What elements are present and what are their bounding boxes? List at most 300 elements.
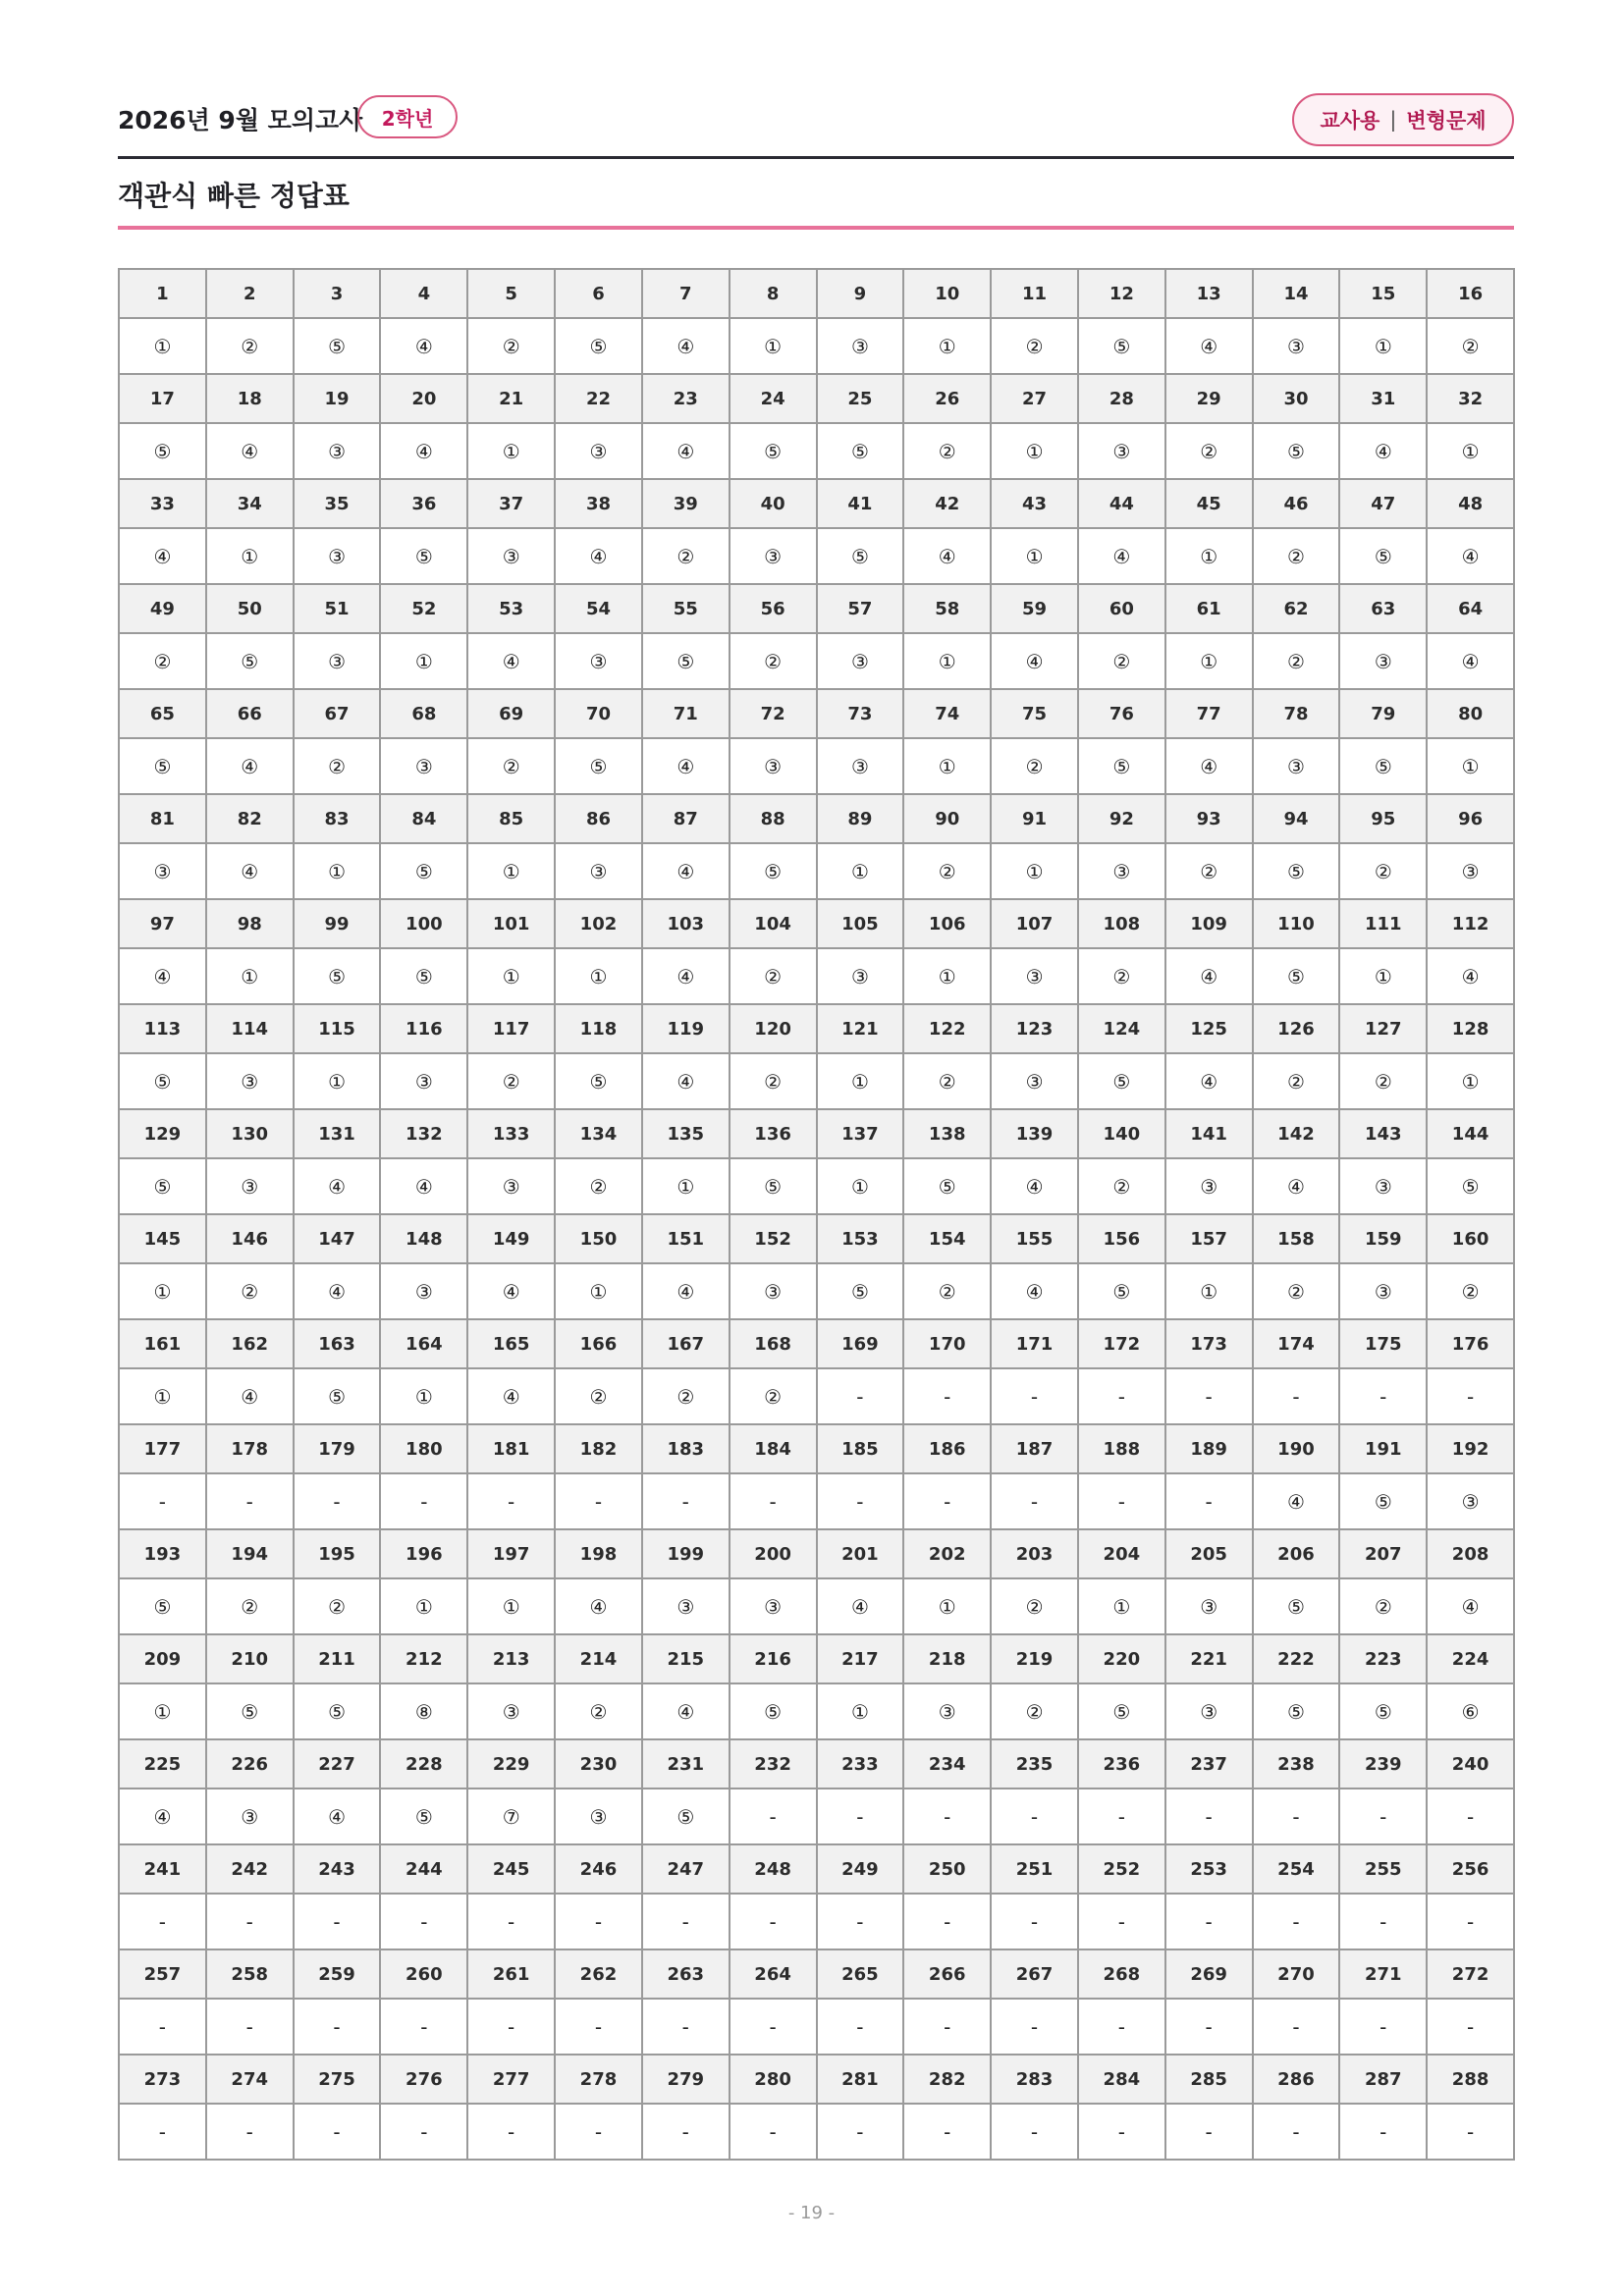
- answer-row: [119, 1683, 1514, 1739]
- question-number-cell: 64: [1427, 584, 1514, 633]
- answer-cell: ③: [555, 423, 642, 479]
- question-number-cell: 156: [1078, 1214, 1165, 1263]
- answer-cell: ⑤: [1339, 738, 1427, 794]
- answer-cell: ⑤: [817, 528, 904, 584]
- answer-cell: ④: [642, 423, 730, 479]
- answer-row: [119, 423, 1514, 479]
- question-number-cell: 183: [642, 1424, 730, 1473]
- answer-cell: -: [817, 1368, 904, 1424]
- question-number-cell: 136: [730, 1109, 817, 1158]
- question-number-row: [119, 1109, 1514, 1158]
- answer-cell: -: [1427, 1789, 1514, 1844]
- question-number-cell: 171: [991, 1319, 1078, 1368]
- question-number-cell: 213: [467, 1634, 555, 1683]
- question-number-cell: 207: [1339, 1529, 1427, 1578]
- answer-key-table: [118, 268, 1515, 2161]
- answer-cell: -: [555, 2104, 642, 2160]
- question-number-cell: 244: [380, 1844, 467, 1894]
- answer-cell: ④: [294, 1263, 381, 1319]
- question-number-cell: 175: [1339, 1319, 1427, 1368]
- question-number-cell: 261: [467, 1949, 555, 1999]
- question-number-cell: 185: [817, 1424, 904, 1473]
- question-number-cell: 273: [119, 2055, 206, 2104]
- answer-cell: -: [467, 2104, 555, 2160]
- answer-cell: ⑤: [642, 1789, 730, 1844]
- question-number-cell: 12: [1078, 269, 1165, 318]
- answer-cell: -: [206, 1999, 294, 2055]
- answer-row: [119, 1158, 1514, 1214]
- answer-key-body: [119, 269, 1514, 2160]
- question-number-cell: 1: [119, 269, 206, 318]
- question-number-cell: 187: [991, 1424, 1078, 1473]
- question-number-cell: 13: [1165, 269, 1253, 318]
- answer-cell: ⑤: [294, 318, 381, 374]
- answer-cell: ②: [1078, 1158, 1165, 1214]
- question-number-cell: 195: [294, 1529, 381, 1578]
- question-number-cell: 142: [1253, 1109, 1340, 1158]
- answer-cell: ④: [817, 1578, 904, 1634]
- question-number-cell: 211: [294, 1634, 381, 1683]
- answer-cell: ⑤: [730, 423, 817, 479]
- question-number-cell: 11: [991, 269, 1078, 318]
- question-number-cell: 48: [1427, 479, 1514, 528]
- answer-cell: ④: [642, 738, 730, 794]
- question-number-cell: 248: [730, 1844, 817, 1894]
- question-number-cell: 231: [642, 1739, 730, 1789]
- audience-label: 교사용: [1320, 109, 1380, 133]
- answer-cell: ⑤: [380, 1789, 467, 1844]
- question-number-cell: 235: [991, 1739, 1078, 1789]
- answer-cell: -: [903, 2104, 991, 2160]
- answer-cell: ⑤: [294, 948, 381, 1004]
- answer-cell: -: [642, 1999, 730, 2055]
- question-number-cell: 201: [817, 1529, 904, 1578]
- answer-cell: ①: [817, 1683, 904, 1739]
- answer-cell: ②: [903, 1263, 991, 1319]
- question-number-cell: 147: [294, 1214, 381, 1263]
- question-number-cell: 279: [642, 2055, 730, 2104]
- question-number-row: [119, 1004, 1514, 1053]
- question-number-cell: 229: [467, 1739, 555, 1789]
- question-number-cell: 65: [119, 689, 206, 738]
- question-number-cell: 169: [817, 1319, 904, 1368]
- answer-cell: ④: [119, 1789, 206, 1844]
- question-number-cell: 46: [1253, 479, 1340, 528]
- answer-row: [119, 1368, 1514, 1424]
- answer-row: [119, 738, 1514, 794]
- question-number-row: [119, 479, 1514, 528]
- answer-cell: ①: [380, 1578, 467, 1634]
- question-number-cell: 152: [730, 1214, 817, 1263]
- answer-cell: -: [467, 1894, 555, 1949]
- question-number-cell: 282: [903, 2055, 991, 2104]
- answer-cell: ②: [119, 633, 206, 689]
- question-number-cell: 268: [1078, 1949, 1165, 1999]
- answer-cell: ①: [206, 948, 294, 1004]
- question-number-cell: 166: [555, 1319, 642, 1368]
- question-number-cell: 105: [817, 899, 904, 948]
- answer-cell: -: [1078, 1999, 1165, 2055]
- question-number-cell: 196: [380, 1529, 467, 1578]
- question-number-cell: 288: [1427, 2055, 1514, 2104]
- answer-cell: -: [991, 1473, 1078, 1529]
- question-number-cell: 230: [555, 1739, 642, 1789]
- answer-cell: ①: [817, 843, 904, 899]
- question-number-cell: 217: [817, 1634, 904, 1683]
- question-number-cell: 91: [991, 794, 1078, 843]
- question-number-cell: 112: [1427, 899, 1514, 948]
- answer-cell: -: [206, 1473, 294, 1529]
- answer-cell: -: [1165, 1368, 1253, 1424]
- question-number-cell: 71: [642, 689, 730, 738]
- answer-cell: ①: [294, 843, 381, 899]
- answer-cell: ③: [1339, 633, 1427, 689]
- question-number-cell: 134: [555, 1109, 642, 1158]
- question-number-cell: 198: [555, 1529, 642, 1578]
- answer-cell: ①: [119, 1683, 206, 1739]
- answer-cell: ⑤: [1253, 843, 1340, 899]
- answer-cell: ④: [642, 843, 730, 899]
- question-number-cell: 167: [642, 1319, 730, 1368]
- answer-cell: ③: [730, 738, 817, 794]
- question-number-cell: 228: [380, 1739, 467, 1789]
- answer-cell: ④: [467, 1263, 555, 1319]
- question-number-cell: 44: [1078, 479, 1165, 528]
- question-number-cell: 25: [817, 374, 904, 423]
- question-number-cell: 286: [1253, 2055, 1340, 2104]
- answer-cell: -: [1078, 1789, 1165, 1844]
- question-number-cell: 34: [206, 479, 294, 528]
- answer-cell: ⑤: [903, 1158, 991, 1214]
- question-number-cell: 159: [1339, 1214, 1427, 1263]
- answer-cell: ④: [642, 948, 730, 1004]
- answer-cell: -: [555, 1999, 642, 2055]
- question-number-cell: 26: [903, 374, 991, 423]
- answer-cell: ②: [1339, 1578, 1427, 1634]
- answer-cell: -: [380, 2104, 467, 2160]
- answer-cell: ④: [1427, 528, 1514, 584]
- answer-cell: -: [555, 1473, 642, 1529]
- answer-cell: ①: [903, 738, 991, 794]
- answer-cell: -: [1253, 2104, 1340, 2160]
- question-number-cell: 155: [991, 1214, 1078, 1263]
- answer-cell: ②: [991, 318, 1078, 374]
- answer-cell: ①: [991, 843, 1078, 899]
- answer-cell: ③: [817, 633, 904, 689]
- question-number-cell: 29: [1165, 374, 1253, 423]
- answer-cell: ①: [206, 528, 294, 584]
- question-number-cell: 176: [1427, 1319, 1514, 1368]
- question-number-cell: 252: [1078, 1844, 1165, 1894]
- question-number-cell: 20: [380, 374, 467, 423]
- question-number-row: [119, 1739, 1514, 1789]
- question-number-cell: 179: [294, 1424, 381, 1473]
- page-number: - 19 -: [787, 2203, 836, 2223]
- answer-cell: ⑤: [119, 423, 206, 479]
- answer-cell: -: [730, 1894, 817, 1949]
- answer-cell: -: [1253, 1368, 1340, 1424]
- answer-cell: ①: [1078, 1578, 1165, 1634]
- answer-cell: ③: [1253, 738, 1340, 794]
- answer-cell: ⑤: [555, 318, 642, 374]
- answer-cell: ⑤: [1078, 1683, 1165, 1739]
- answer-cell: ②: [991, 1683, 1078, 1739]
- answer-cell: ④: [206, 843, 294, 899]
- answer-cell: ②: [730, 633, 817, 689]
- question-number-cell: 165: [467, 1319, 555, 1368]
- answer-cell: ⑤: [1427, 1158, 1514, 1214]
- answer-cell: ⑤: [380, 528, 467, 584]
- question-number-cell: 216: [730, 1634, 817, 1683]
- question-number-cell: 285: [1165, 2055, 1253, 2104]
- question-number-cell: 97: [119, 899, 206, 948]
- answer-cell: -: [903, 1999, 991, 2055]
- answer-cell: ②: [294, 738, 381, 794]
- answer-cell: ①: [467, 423, 555, 479]
- question-number-cell: 17: [119, 374, 206, 423]
- answer-cell: ③: [380, 738, 467, 794]
- answer-cell: ⑤: [380, 843, 467, 899]
- question-number-cell: 40: [730, 479, 817, 528]
- question-number-cell: 4: [380, 269, 467, 318]
- answer-cell: -: [1078, 1368, 1165, 1424]
- document-type-badge: [1292, 93, 1514, 146]
- question-number-row: [119, 269, 1514, 318]
- answer-cell: ②: [991, 738, 1078, 794]
- answer-cell: ④: [1427, 633, 1514, 689]
- question-number-cell: 281: [817, 2055, 904, 2104]
- answer-cell: -: [1339, 1999, 1427, 2055]
- answer-cell: ②: [730, 948, 817, 1004]
- answer-cell: ②: [555, 1683, 642, 1739]
- answer-cell: ②: [1253, 528, 1340, 584]
- grade-badge: 2학년: [357, 95, 458, 138]
- question-number-cell: 85: [467, 794, 555, 843]
- question-number-cell: 180: [380, 1424, 467, 1473]
- answer-cell: -: [467, 1473, 555, 1529]
- question-number-cell: 56: [730, 584, 817, 633]
- answer-cell: -: [817, 1999, 904, 2055]
- question-number-cell: 120: [730, 1004, 817, 1053]
- question-number-cell: 206: [1253, 1529, 1340, 1578]
- answer-row: [119, 528, 1514, 584]
- question-number-row: [119, 584, 1514, 633]
- answer-cell: ③: [294, 423, 381, 479]
- answer-cell: ③: [1165, 1158, 1253, 1214]
- question-number-cell: 63: [1339, 584, 1427, 633]
- answer-cell: ②: [1165, 423, 1253, 479]
- answer-cell: ⑤: [1339, 528, 1427, 584]
- question-number-cell: 191: [1339, 1424, 1427, 1473]
- answer-row: [119, 1473, 1514, 1529]
- question-number-cell: 51: [294, 584, 381, 633]
- answer-cell: ②: [467, 1053, 555, 1109]
- question-number-cell: 111: [1339, 899, 1427, 948]
- question-number-cell: 39: [642, 479, 730, 528]
- question-number-cell: 227: [294, 1739, 381, 1789]
- question-number-cell: 45: [1165, 479, 1253, 528]
- question-number-cell: 35: [294, 479, 381, 528]
- question-number-cell: 117: [467, 1004, 555, 1053]
- question-number-cell: 15: [1339, 269, 1427, 318]
- question-number-cell: 245: [467, 1844, 555, 1894]
- answer-cell: ④: [1427, 948, 1514, 1004]
- answer-cell: ⑤: [730, 1683, 817, 1739]
- question-number-cell: 90: [903, 794, 991, 843]
- answer-cell: ⑤: [294, 1683, 381, 1739]
- question-number-cell: 60: [1078, 584, 1165, 633]
- answer-cell: ②: [1339, 843, 1427, 899]
- section-title: 객관식 빠른 정답표: [118, 180, 350, 212]
- answer-cell: ④: [1165, 738, 1253, 794]
- question-number-cell: 122: [903, 1004, 991, 1053]
- answer-cell: -: [1165, 2104, 1253, 2160]
- answer-cell: -: [380, 1894, 467, 1949]
- answer-cell: ④: [206, 738, 294, 794]
- answer-cell: -: [206, 2104, 294, 2160]
- answer-cell: ①: [467, 1578, 555, 1634]
- answer-cell: -: [1165, 1894, 1253, 1949]
- question-number-cell: 130: [206, 1109, 294, 1158]
- answer-cell: -: [1253, 1894, 1340, 1949]
- question-number-row: [119, 1214, 1514, 1263]
- question-number-cell: 254: [1253, 1844, 1340, 1894]
- question-number-cell: 146: [206, 1214, 294, 1263]
- question-number-cell: 113: [119, 1004, 206, 1053]
- answer-cell: ③: [206, 1158, 294, 1214]
- question-number-cell: 61: [1165, 584, 1253, 633]
- question-number-cell: 269: [1165, 1949, 1253, 1999]
- answer-cell: -: [119, 2104, 206, 2160]
- question-number-cell: 7: [642, 269, 730, 318]
- answer-row: [119, 1999, 1514, 2055]
- answer-cell: ④: [903, 528, 991, 584]
- answer-cell: ④: [294, 1789, 381, 1844]
- answer-cell: -: [1165, 1473, 1253, 1529]
- question-number-cell: 272: [1427, 1949, 1514, 1999]
- question-number-cell: 267: [991, 1949, 1078, 1999]
- question-number-cell: 200: [730, 1529, 817, 1578]
- answer-cell: ③: [380, 1053, 467, 1109]
- answer-cell: ⑦: [467, 1789, 555, 1844]
- answer-cell: ⑤: [817, 1263, 904, 1319]
- answer-cell: ④: [119, 948, 206, 1004]
- answer-cell: ④: [1339, 423, 1427, 479]
- answer-cell: ①: [730, 318, 817, 374]
- question-number-cell: 184: [730, 1424, 817, 1473]
- question-number-row: [119, 1949, 1514, 1999]
- answer-cell: ③: [555, 1789, 642, 1844]
- question-number-cell: 129: [119, 1109, 206, 1158]
- question-number-cell: 240: [1427, 1739, 1514, 1789]
- answer-cell: ①: [555, 1263, 642, 1319]
- answer-cell: ①: [817, 1053, 904, 1109]
- question-number-cell: 192: [1427, 1424, 1514, 1473]
- question-number-cell: 145: [119, 1214, 206, 1263]
- answer-cell: -: [642, 1473, 730, 1529]
- answer-cell: ⑤: [730, 1158, 817, 1214]
- answer-row: [119, 318, 1514, 374]
- answer-cell: ③: [294, 633, 381, 689]
- question-number-cell: 189: [1165, 1424, 1253, 1473]
- question-number-cell: 70: [555, 689, 642, 738]
- question-number-cell: 114: [206, 1004, 294, 1053]
- answer-cell: ①: [119, 1368, 206, 1424]
- question-number-cell: 75: [991, 689, 1078, 738]
- answer-cell: ①: [1427, 738, 1514, 794]
- answer-cell: ①: [294, 1053, 381, 1109]
- question-number-cell: 174: [1253, 1319, 1340, 1368]
- answer-cell: -: [903, 1473, 991, 1529]
- question-number-cell: 121: [817, 1004, 904, 1053]
- answer-cell: ②: [642, 1368, 730, 1424]
- question-number-cell: 255: [1339, 1844, 1427, 1894]
- answer-cell: ③: [1339, 1263, 1427, 1319]
- question-number-cell: 52: [380, 584, 467, 633]
- answer-cell: -: [1165, 1789, 1253, 1844]
- answer-cell: -: [1427, 2104, 1514, 2160]
- question-number-cell: 77: [1165, 689, 1253, 738]
- answer-row: [119, 1263, 1514, 1319]
- answer-cell: ⑤: [294, 1368, 381, 1424]
- question-number-cell: 237: [1165, 1739, 1253, 1789]
- answer-cell: ⑤: [119, 1053, 206, 1109]
- answer-cell: ③: [555, 633, 642, 689]
- question-number-cell: 164: [380, 1319, 467, 1368]
- answer-cell: ④: [119, 528, 206, 584]
- answer-cell: -: [991, 1999, 1078, 2055]
- answer-cell: -: [294, 1473, 381, 1529]
- header-divider: [118, 156, 1514, 159]
- answer-cell: ①: [991, 423, 1078, 479]
- question-number-cell: 225: [119, 1739, 206, 1789]
- answer-cell: ①: [1165, 528, 1253, 584]
- answer-cell: ④: [1078, 528, 1165, 584]
- question-number-cell: 199: [642, 1529, 730, 1578]
- answer-cell: ③: [206, 1053, 294, 1109]
- answer-cell: ④: [991, 633, 1078, 689]
- answer-cell: ④: [1165, 948, 1253, 1004]
- answer-cell: ③: [817, 318, 904, 374]
- answer-cell: ②: [1339, 1053, 1427, 1109]
- answer-cell: ②: [467, 318, 555, 374]
- answer-cell: ④: [642, 1053, 730, 1109]
- answer-cell: ③: [1078, 843, 1165, 899]
- answer-cell: ①: [903, 1578, 991, 1634]
- answer-cell: ①: [1427, 423, 1514, 479]
- question-number-cell: 86: [555, 794, 642, 843]
- question-number-cell: 208: [1427, 1529, 1514, 1578]
- answer-cell: -: [991, 1894, 1078, 1949]
- answer-cell: ②: [991, 1578, 1078, 1634]
- question-number-cell: 118: [555, 1004, 642, 1053]
- answer-cell: ③: [991, 948, 1078, 1004]
- question-number-cell: 78: [1253, 689, 1340, 738]
- question-number-cell: 87: [642, 794, 730, 843]
- answer-cell: -: [817, 2104, 904, 2160]
- question-number-cell: 247: [642, 1844, 730, 1894]
- question-number-cell: 5: [467, 269, 555, 318]
- answer-cell: ⑧: [380, 1683, 467, 1739]
- question-number-cell: 203: [991, 1529, 1078, 1578]
- question-number-cell: 141: [1165, 1109, 1253, 1158]
- answer-cell: -: [903, 1894, 991, 1949]
- answer-cell: -: [730, 2104, 817, 2160]
- question-number-cell: 27: [991, 374, 1078, 423]
- answer-cell: -: [817, 1473, 904, 1529]
- answer-cell: ③: [730, 1263, 817, 1319]
- answer-cell: ②: [1078, 948, 1165, 1004]
